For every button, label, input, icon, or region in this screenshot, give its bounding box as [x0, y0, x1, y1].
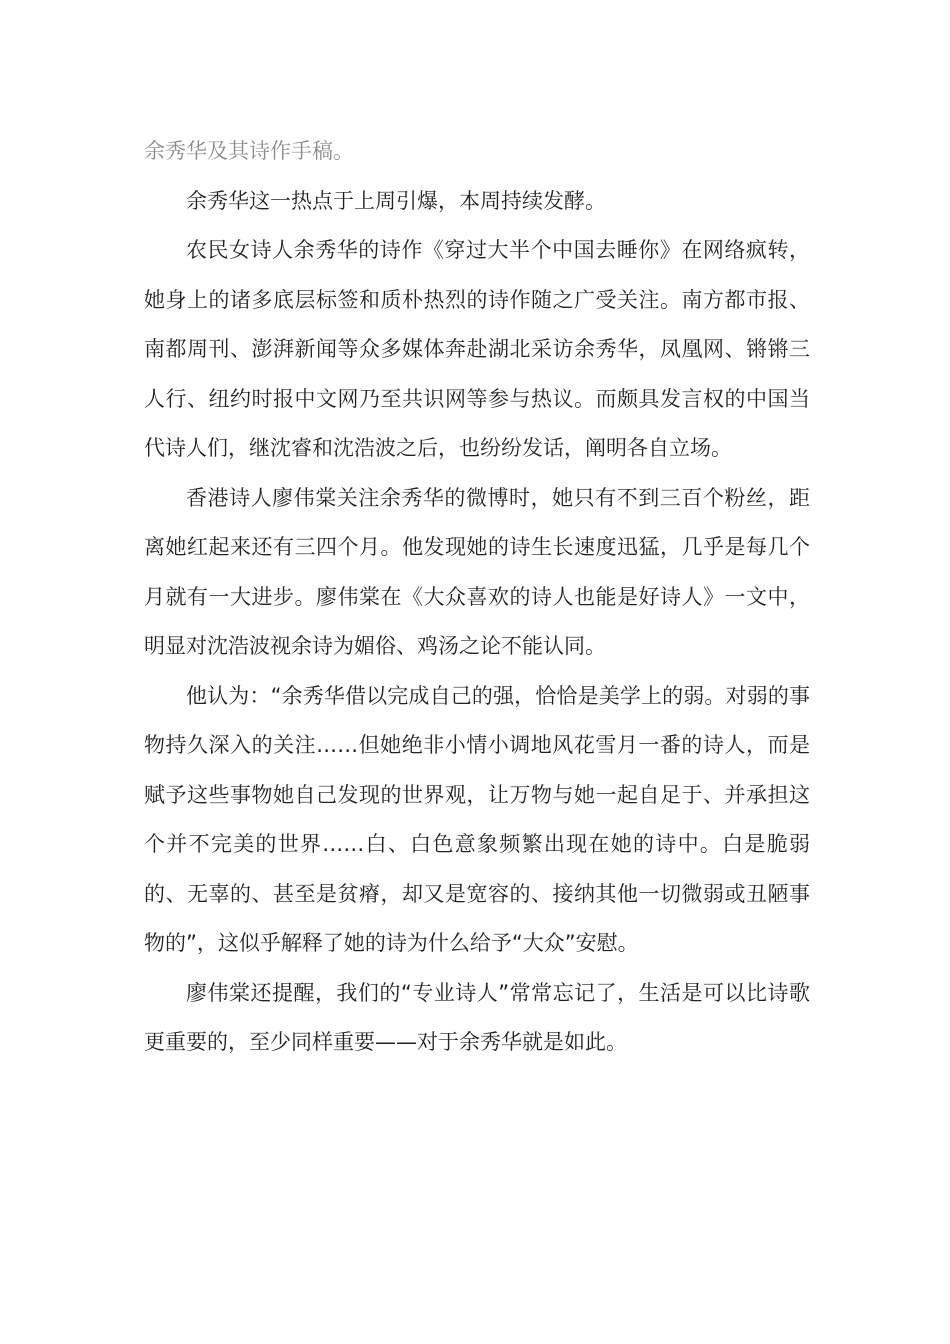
paragraph-3: 香港诗人廖伟棠关注余秀华的微博时，她只有不到三百个粉丝，距离她红起来还有三四个月。他发现她的诗生长速度迅猛，几乎是每几个月就有一大进步。廖伟棠在《大众喜欢的诗人也能是好诗人》一文中，明显对沈浩波视余诗为媚俗、鸡汤之论不能认同。: [144, 485, 810, 658]
paragraph-2: 农民女诗人余秀华的诗作《穿过大半个中国去睡你》在网络疯转，她身上的诸多底层标签和质朴热烈的诗作随之广受关注。南方都市报、南都周刊、澎湃新闻等众多媒体奔赴湖北采访余秀华，凤凰网、锵锵三人行、纽约时报中文网乃至共识网等参与热议。而颇具发言权的中国当代诗人们，继沈睿和沈浩波之后，也纷纷发话，阐明各自立场。: [144, 238, 810, 460]
photo-caption: 余秀华及其诗作手稿。: [144, 139, 354, 163]
paragraph-4: 他认为：“余秀华借以完成自己的强，恰恰是美学上的弱。对弱的事物持久深入的关注……但她绝非小情小调地风花雪月一番的诗人，而是赋予这些事物她自己发现的世界观，让万物与她一起自足于、并承担这个并不完美的世界……白、白色意象频繁出现在她的诗中。白是脆弱的、无辜的、甚至是贫瘠，却又是宽容的、接纳其他一切微弱或丑陋事物的”，这似乎解释了她的诗为什么给予“大众”安慰。: [144, 683, 810, 955]
article-body: [144, 127, 810, 1068]
paragraph-1: 余秀华这一热点于上周引爆，本周持续发酵。: [186, 188, 606, 213]
paragraph-5: 廖伟棠还提醒，我们的“专业诗人”常常忘记了，生活是可以比诗歌更重要的，至少同样重要——对于余秀华就是如此。: [144, 980, 810, 1054]
